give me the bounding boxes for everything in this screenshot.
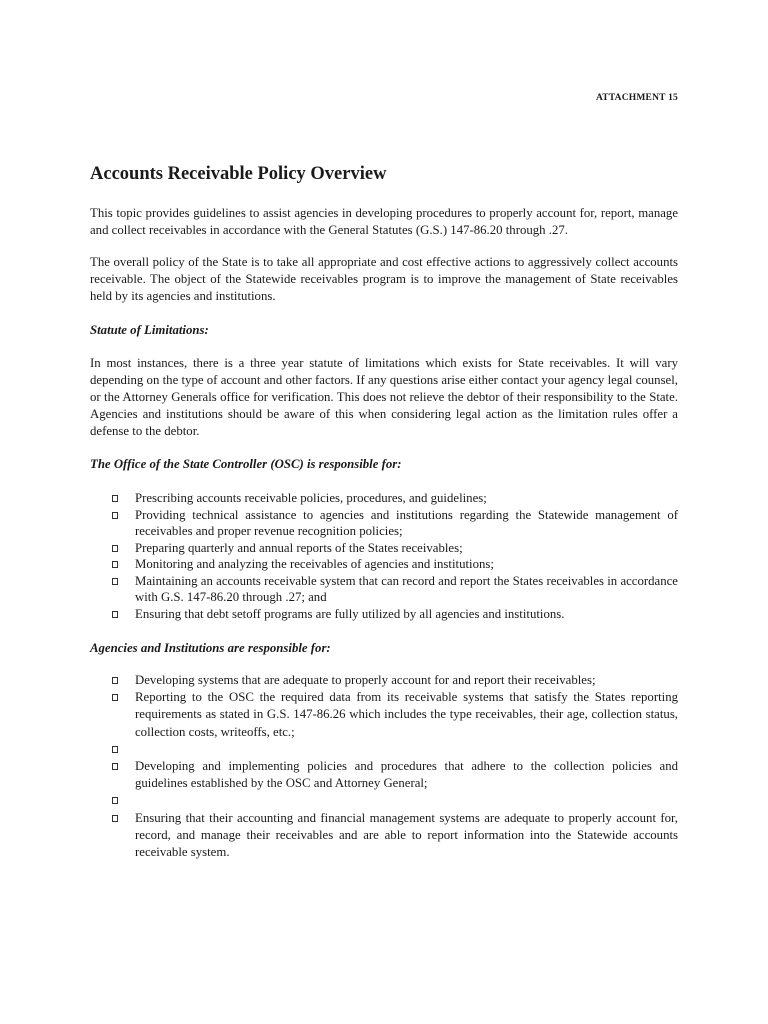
agencies-heading: Agencies and Institutions are responsible for:	[90, 641, 331, 655]
intro-paragraph: This topic provides guidelines to assist agencies in developing procedures to properly account for, report, manage and collect receivables in accordance with the General Statutes (G.S.) 147-86.20 through .27.	[90, 206, 678, 237]
list-item: Developing systems that are adequate to properly account for and report their receivables;	[112, 672, 678, 689]
checkbox-icon	[112, 815, 118, 822]
statute-paragraph: In most instances, there is a three year statute of limitations which exists for State receivables. It will vary depending on the type of account and other factors. If any questions arise either contact your agency legal counsel, or the Attorney Generals office for verification. This does not relieve the debtor of their responsibility to the State. Agencies and institutions should be aware of this when considering legal action as the limitation rules offer a defense to the debtor.	[90, 356, 678, 438]
list-item: Monitoring and analyzing the receivables of agencies and institutions;	[112, 556, 678, 573]
statute-heading: Statute of Limitations:	[90, 323, 209, 337]
policy-paragraph: The overall policy of the State is to take all appropriate and cost effective actions to aggressively collect accounts receivable. The object of the Statewide receivables program is to improve the management of State receivables held by its agencies and institutions.	[90, 255, 678, 303]
osc-responsibilities-list	[112, 490, 678, 622]
checkbox-icon	[112, 746, 118, 753]
checkbox-icon	[112, 512, 118, 519]
list-item: Reporting to the OSC the required data from its receivable systems that satisfy the States reporting requirements as stated in G.S. 147-86.26 which includes the type receivables, their age, collection status, collection costs, writeoffs, etc.;	[112, 689, 678, 741]
list-item: Providing technical assistance to agencies and institutions regarding the Statewide management of receivables and proper revenue recognition policies;	[112, 507, 678, 540]
attachment-label: ATTACHMENT 15	[595, 93, 678, 103]
checkbox-icon	[112, 694, 118, 701]
checkbox-icon	[112, 495, 118, 502]
checkbox-icon	[112, 561, 118, 568]
page-title: Accounts Receivable Policy Overview	[90, 164, 387, 184]
checkbox-icon	[112, 545, 118, 552]
checkbox-icon	[112, 578, 118, 585]
list-item: Ensuring that debt setoff programs are fully utilized by all agencies and institutions.	[112, 606, 678, 623]
agency-responsibilities-list	[112, 672, 678, 861]
list-item	[112, 792, 678, 809]
list-item: Developing and implementing policies and procedures that adhere to the collection policies and guidelines established by the OSC and Attorney General;	[112, 758, 678, 792]
checkbox-icon	[112, 677, 118, 684]
list-item: Maintaining an accounts receivable system that can record and report the States receivables in accordance with G.S. 147-86.20 through .27; and	[112, 573, 678, 606]
list-item: Preparing quarterly and annual reports of the States receivables;	[112, 540, 678, 557]
list-item: Prescribing accounts receivable policies, procedures, and guidelines;	[112, 490, 678, 507]
checkbox-icon	[112, 797, 118, 804]
list-item: Ensuring that their accounting and financial management systems are adequate to properly account for, record, and manage their receivables and are able to report information into the Statewide accounts receivable system.	[112, 810, 678, 862]
checkbox-icon	[112, 611, 118, 618]
osc-heading: The Office of the State Controller (OSC) is responsible for:	[90, 457, 402, 471]
checkbox-icon	[112, 763, 118, 770]
list-item	[112, 741, 678, 758]
